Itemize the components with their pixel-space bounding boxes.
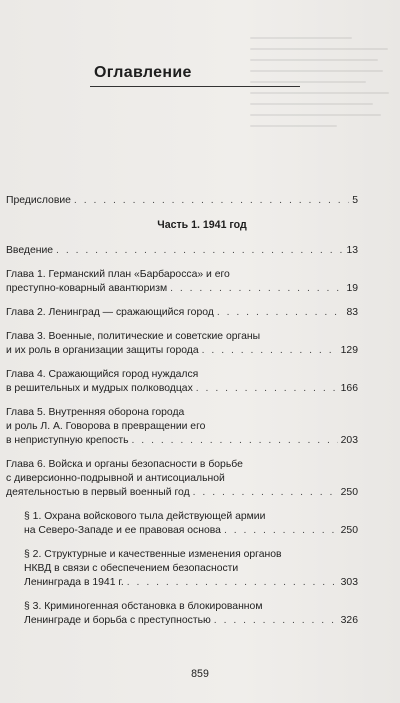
toc-entry-line: Глава 3. Военные, политические и советские органы xyxy=(6,331,261,342)
dot-leader xyxy=(56,244,343,258)
dot-leader xyxy=(217,306,344,320)
toc-page-number: 5 xyxy=(352,195,358,206)
toc-entry-line: НКВД в связи с обеспечением безопасности xyxy=(24,563,239,574)
toc-entry-line: § 3. Криминогенная обстановка в блокированном xyxy=(24,601,263,612)
toc-entry-line: § 2. Структурные и качественные изменения органов xyxy=(24,549,282,560)
dot-leader xyxy=(74,194,349,208)
title-underline xyxy=(90,86,300,87)
toc-entry[interactable] xyxy=(6,194,358,208)
toc-entry-lastline xyxy=(24,524,358,538)
page-title: Оглавление xyxy=(94,64,192,81)
toc-entry-text: Ленинграда в 1941 г. xyxy=(24,577,124,588)
toc-entry-lastline xyxy=(24,576,358,590)
toc-page-number: 83 xyxy=(346,307,358,318)
dot-leader xyxy=(132,434,338,448)
toc-page-number: 13 xyxy=(346,245,358,256)
toc-entry-text: деятельностью в первый военный год xyxy=(6,487,190,498)
toc-entry-text: преступно-коварный авантюризм xyxy=(6,283,168,294)
toc-entry-lastline xyxy=(6,244,358,258)
toc-entry[interactable] xyxy=(6,406,358,448)
toc-entry-lastline xyxy=(6,434,358,448)
toc-entry[interactable] xyxy=(6,368,358,396)
toc-entry-lastline xyxy=(24,614,358,628)
table-of-contents xyxy=(6,194,358,638)
toc-page-number: 19 xyxy=(346,283,358,294)
toc-entry[interactable] xyxy=(6,330,358,358)
toc-page-number: 129 xyxy=(340,345,358,356)
dot-leader xyxy=(196,382,338,396)
toc-entry-text: в неприступную крепость xyxy=(6,435,129,446)
toc-entry-text: Глава 2. Ленинград — сражающийся город xyxy=(6,307,214,318)
toc-entry[interactable] xyxy=(6,268,358,296)
toc-page-number: 250 xyxy=(340,525,358,536)
dot-leader xyxy=(127,576,338,590)
toc-entry-line: Глава 4. Сражающийся город нуждался xyxy=(6,369,199,380)
dot-leader xyxy=(202,344,338,358)
toc-entry-lastline xyxy=(6,344,358,358)
toc-entry[interactable] xyxy=(6,458,358,500)
toc-entry-text: и их роль в организации защиты города xyxy=(6,345,199,356)
toc-page-number: 303 xyxy=(340,577,358,588)
toc-entry-line: Глава 6. Войска и органы безопасности в борьбе xyxy=(6,459,243,470)
toc-entry-lastline xyxy=(6,382,358,396)
toc-entry[interactable] xyxy=(6,244,358,258)
toc-entry-line: § 1. Охрана войскового тыла действующей армии xyxy=(24,511,266,522)
bleed-through-text xyxy=(250,28,395,178)
dot-leader xyxy=(224,524,338,538)
toc-page-number: 326 xyxy=(340,615,358,626)
toc-entry[interactable] xyxy=(6,306,358,320)
toc-page-number: 166 xyxy=(340,383,358,394)
toc-entry[interactable] xyxy=(6,600,358,628)
toc-entry-lastline xyxy=(6,194,358,208)
toc-page-number: 250 xyxy=(340,487,358,498)
page-number: 859 xyxy=(191,668,209,680)
toc-entry[interactable] xyxy=(6,548,358,590)
toc-entry-lastline xyxy=(6,306,358,320)
toc-entry[interactable] xyxy=(6,510,358,538)
toc-entry-text: Предисловие xyxy=(6,195,71,206)
toc-entry-text: Ленинграде и борьба с преступностью xyxy=(24,615,211,626)
toc-entry-lastline xyxy=(6,486,358,500)
toc-title-block xyxy=(90,64,310,87)
toc-entry-line: и роль Л. А. Говорова в превращении его xyxy=(6,421,206,432)
dot-leader xyxy=(170,282,343,296)
dot-leader xyxy=(214,614,338,628)
part-heading: Часть 1. 1941 год xyxy=(157,219,247,231)
toc-entry-text: Введение xyxy=(6,245,54,256)
dot-leader xyxy=(193,486,338,500)
toc-entry-line: Глава 1. Германский план «Барбаросса» и его xyxy=(6,269,230,280)
toc-entry-text: в решительных и мудрых полководцах xyxy=(6,383,193,394)
toc-entry-text: на Северо-Западе и ее правовая основа xyxy=(24,525,221,536)
toc-entry-lastline xyxy=(6,282,358,296)
toc-entry-line: с диверсионно-подрывной и антисоциальной xyxy=(6,473,225,484)
toc-entry-line: Глава 5. Внутренняя оборона города xyxy=(6,407,185,418)
toc-page-number: 203 xyxy=(340,435,358,446)
